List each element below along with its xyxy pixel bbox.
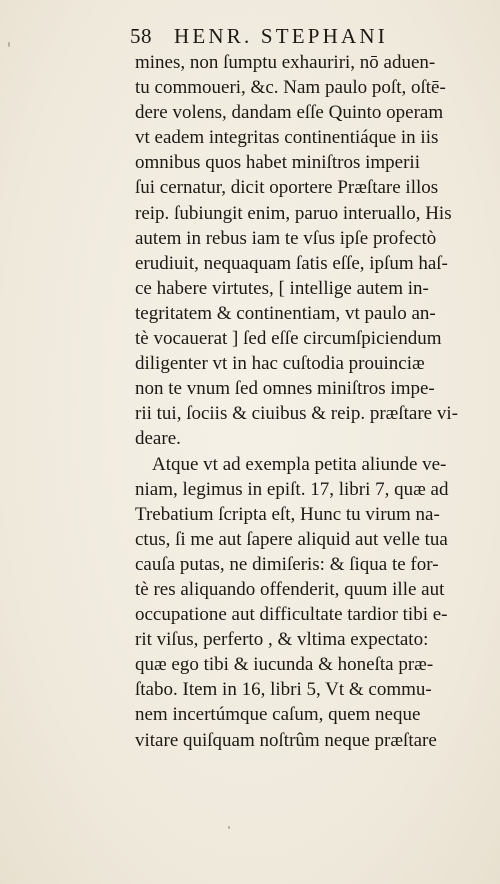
text-line: rii tui, ſociis & ciuibus & reip. præſtare vi-: [135, 403, 458, 425]
text-line: tegritatem & continentiam, vt paulo an-: [135, 302, 436, 324]
text-line: erudiuit, nequaquam ſatis eſſe, ipſum haſ-: [135, 252, 448, 274]
paragraph-start-line: Atque vt ad exempla petita aliunde ve-: [152, 453, 447, 475]
text-line: tu commoueri, &c. Nam paulo poſt, oſtē-: [135, 77, 446, 99]
text-line: rit viſus, perferto , & vltima expectato:: [135, 629, 429, 651]
text-line: quæ ego tibi & iucunda & honeſta præ-: [135, 654, 434, 676]
text-line: ce habere virtutes, [ intellige autem in-: [135, 277, 429, 299]
text-line: ſtabo. Item in 16, libri 5, Vt & commu-: [135, 679, 432, 701]
paper-speck: [228, 826, 230, 829]
text-line: reip. ſubiungit enim, paruo interuallo, His: [135, 202, 452, 224]
text-line: vitare quiſquam noſtrûm neque præſtare: [135, 729, 437, 751]
text-line: dere volens, dandam eſſe Quinto operam: [135, 102, 444, 124]
text-line: non te vnum ſed omnes miniſtros impe-: [135, 378, 435, 400]
text-line: cauſa putas, ne dimiſeris: & ſiqua te for-: [135, 553, 439, 575]
text-line: ſui cernatur, dicit oportere Præſtare illos: [135, 177, 439, 199]
body-text: [135, 50, 480, 753]
text-line: nem incertúmque caſum, quem neque: [135, 704, 421, 726]
text-line: occupatione aut difficultate tardior tibi e-: [135, 604, 448, 626]
text-line: tè vocauerat ] ſed eſſe circumſpiciendum: [135, 328, 442, 350]
running-head: HENR. STEPHANI: [174, 24, 388, 48]
paper-speck: [8, 42, 10, 47]
text-line: ctus, ſi me aut ſapere aliquid aut velle tua: [135, 528, 448, 550]
text-line: mines, non ſumptu exhauriri, nō aduen-: [135, 52, 436, 73]
text-line: omnibus quos habet miniſtros imperii: [135, 152, 420, 174]
text-line: Trebatium ſcripta eſt, Hunc tu virum na-: [135, 503, 440, 525]
text-line: vt eadem integritas continentiáque in iis: [135, 127, 439, 149]
text-line: tè res aliquando offenderit, quum ille aut: [135, 578, 445, 600]
page-number: 58: [130, 24, 152, 48]
text-line: deare.: [135, 428, 181, 450]
text-line: diligenter vt in hac cuſtodia prouinciæ: [135, 353, 425, 375]
text-line: niam, legimus in epiſt. 17, libri 7, quæ ad: [135, 478, 449, 500]
text-line: autem in rebus iam te vſus ipſe profectò: [135, 227, 437, 249]
page-header: [130, 20, 480, 54]
